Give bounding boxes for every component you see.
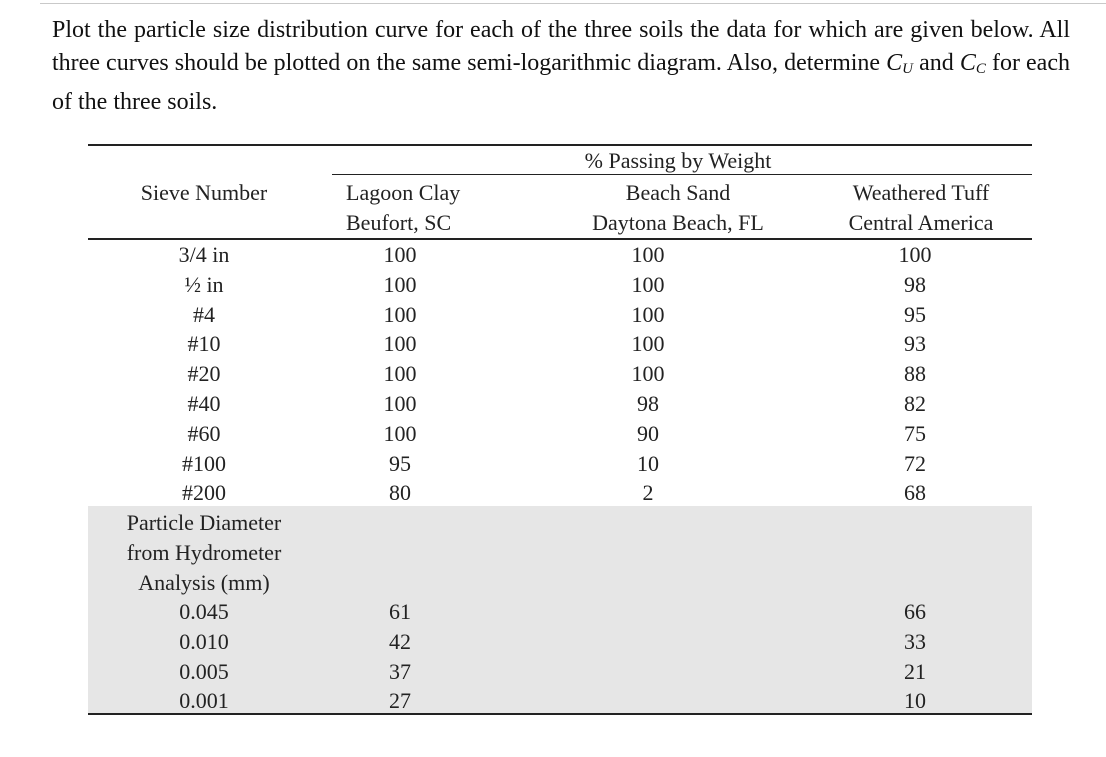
cu-subscript: U — [902, 61, 914, 77]
sieve-label: #60 — [187, 420, 221, 446]
percent-passing-lagoon-clay: 100 — [383, 242, 417, 267]
percent-passing-lagoon-clay: 100 — [383, 391, 417, 416]
percent-passing-weathered-tuff: 95 — [904, 301, 926, 327]
percent-passing-weathered-tuff: 68 — [904, 480, 926, 506]
column-header-beach-sand: Beach Sand — [625, 180, 731, 205]
percent-passing-weathered-tuff: 100 — [898, 242, 932, 267]
percent-passing-lagoon-clay: 80 — [389, 480, 411, 506]
percent-passing-lagoon-clay: 100 — [383, 361, 417, 387]
percent-passing-beach-sand: 90 — [637, 420, 659, 446]
hydrometer-header-line: Particle Diameter — [126, 510, 282, 535]
percent-passing-lagoon-clay: 100 — [383, 420, 417, 446]
sieve-label: 3/4 in — [178, 242, 230, 267]
percent-passing-lagoon-clay: 27 — [389, 688, 411, 714]
percent-passing-beach-sand: 100 — [631, 331, 665, 357]
sieve-number-header: Sieve Number — [140, 180, 268, 205]
percent-passing-weathered-tuff: 98 — [904, 271, 926, 297]
column-header-lagoon-clay: Lagoon Clay — [346, 180, 461, 205]
sieve-label: #4 — [193, 301, 215, 327]
percent-passing-beach-sand: 100 — [631, 361, 665, 387]
percent-passing-beach-sand: 10 — [637, 450, 659, 476]
sieve-label: #20 — [187, 361, 221, 387]
cu-symbol: C — [886, 50, 903, 76]
column-header-weathered-tuff: Weathered Tuff — [852, 180, 990, 205]
group-header: % Passing by Weight — [584, 148, 772, 173]
percent-passing-lagoon-clay: 42 — [389, 628, 411, 654]
sieve-label: #200 — [182, 480, 226, 506]
sieve-label: ½ in — [184, 271, 224, 297]
percent-passing-beach-sand: 98 — [637, 391, 659, 416]
percent-passing-weathered-tuff: 75 — [904, 420, 926, 446]
percent-passing-weathered-tuff: 10 — [904, 688, 926, 714]
hydrometer-header-line: Analysis (mm) — [138, 569, 270, 595]
percent-passing-weathered-tuff: 33 — [904, 628, 926, 654]
problem-text: Plot the particle size distribution curve for each of the three soils the data for which are given below. All three curves should be plotted on the same semi-logarithmic diagram. Also, determine — [52, 17, 1070, 76]
sieve-label: #100 — [182, 450, 226, 476]
percent-passing-lagoon-clay: 100 — [383, 301, 417, 327]
percent-passing-lagoon-clay: 100 — [383, 271, 417, 297]
percent-passing-weathered-tuff: 93 — [904, 331, 926, 357]
column-subheader-beach-sand: Daytona Beach, FL — [592, 210, 764, 235]
and-text: and — [913, 50, 960, 76]
column-subheader-weathered-tuff: Central America — [848, 210, 994, 235]
percent-passing-beach-sand: 2 — [642, 480, 654, 506]
soil-data-table — [88, 144, 1032, 716]
percent-passing-beach-sand: 100 — [631, 271, 665, 297]
percent-passing-weathered-tuff: 72 — [904, 450, 926, 476]
particle-diameter: 0.010 — [179, 628, 229, 654]
sieve-label: #40 — [187, 391, 221, 416]
percent-passing-beach-sand: 100 — [631, 301, 665, 327]
percent-passing-lagoon-clay: 61 — [389, 599, 411, 624]
problem-statement — [52, 14, 1070, 119]
sieve-label: #10 — [187, 331, 221, 357]
cc-subscript: C — [975, 61, 986, 77]
percent-passing-weathered-tuff: 66 — [904, 599, 926, 624]
problem-text-end: for each of the three soils. — [52, 50, 1070, 115]
particle-diameter: 0.045 — [179, 599, 229, 624]
percent-passing-lagoon-clay: 100 — [383, 331, 417, 357]
hydrometer-header-line: from Hydrometer — [126, 539, 282, 565]
column-subheader-lagoon-clay: Beufort, SC — [346, 210, 452, 235]
percent-passing-weathered-tuff: 21 — [904, 658, 926, 684]
top-divider — [40, 3, 1106, 4]
particle-diameter: 0.005 — [179, 658, 229, 684]
particle-diameter: 0.001 — [179, 688, 229, 714]
percent-passing-weathered-tuff: 88 — [904, 361, 926, 387]
percent-passing-lagoon-clay: 37 — [389, 658, 411, 684]
percent-passing-lagoon-clay: 95 — [389, 450, 411, 476]
percent-passing-weathered-tuff: 82 — [904, 391, 926, 416]
cc-symbol: C — [959, 50, 976, 76]
percent-passing-beach-sand: 100 — [631, 242, 665, 267]
